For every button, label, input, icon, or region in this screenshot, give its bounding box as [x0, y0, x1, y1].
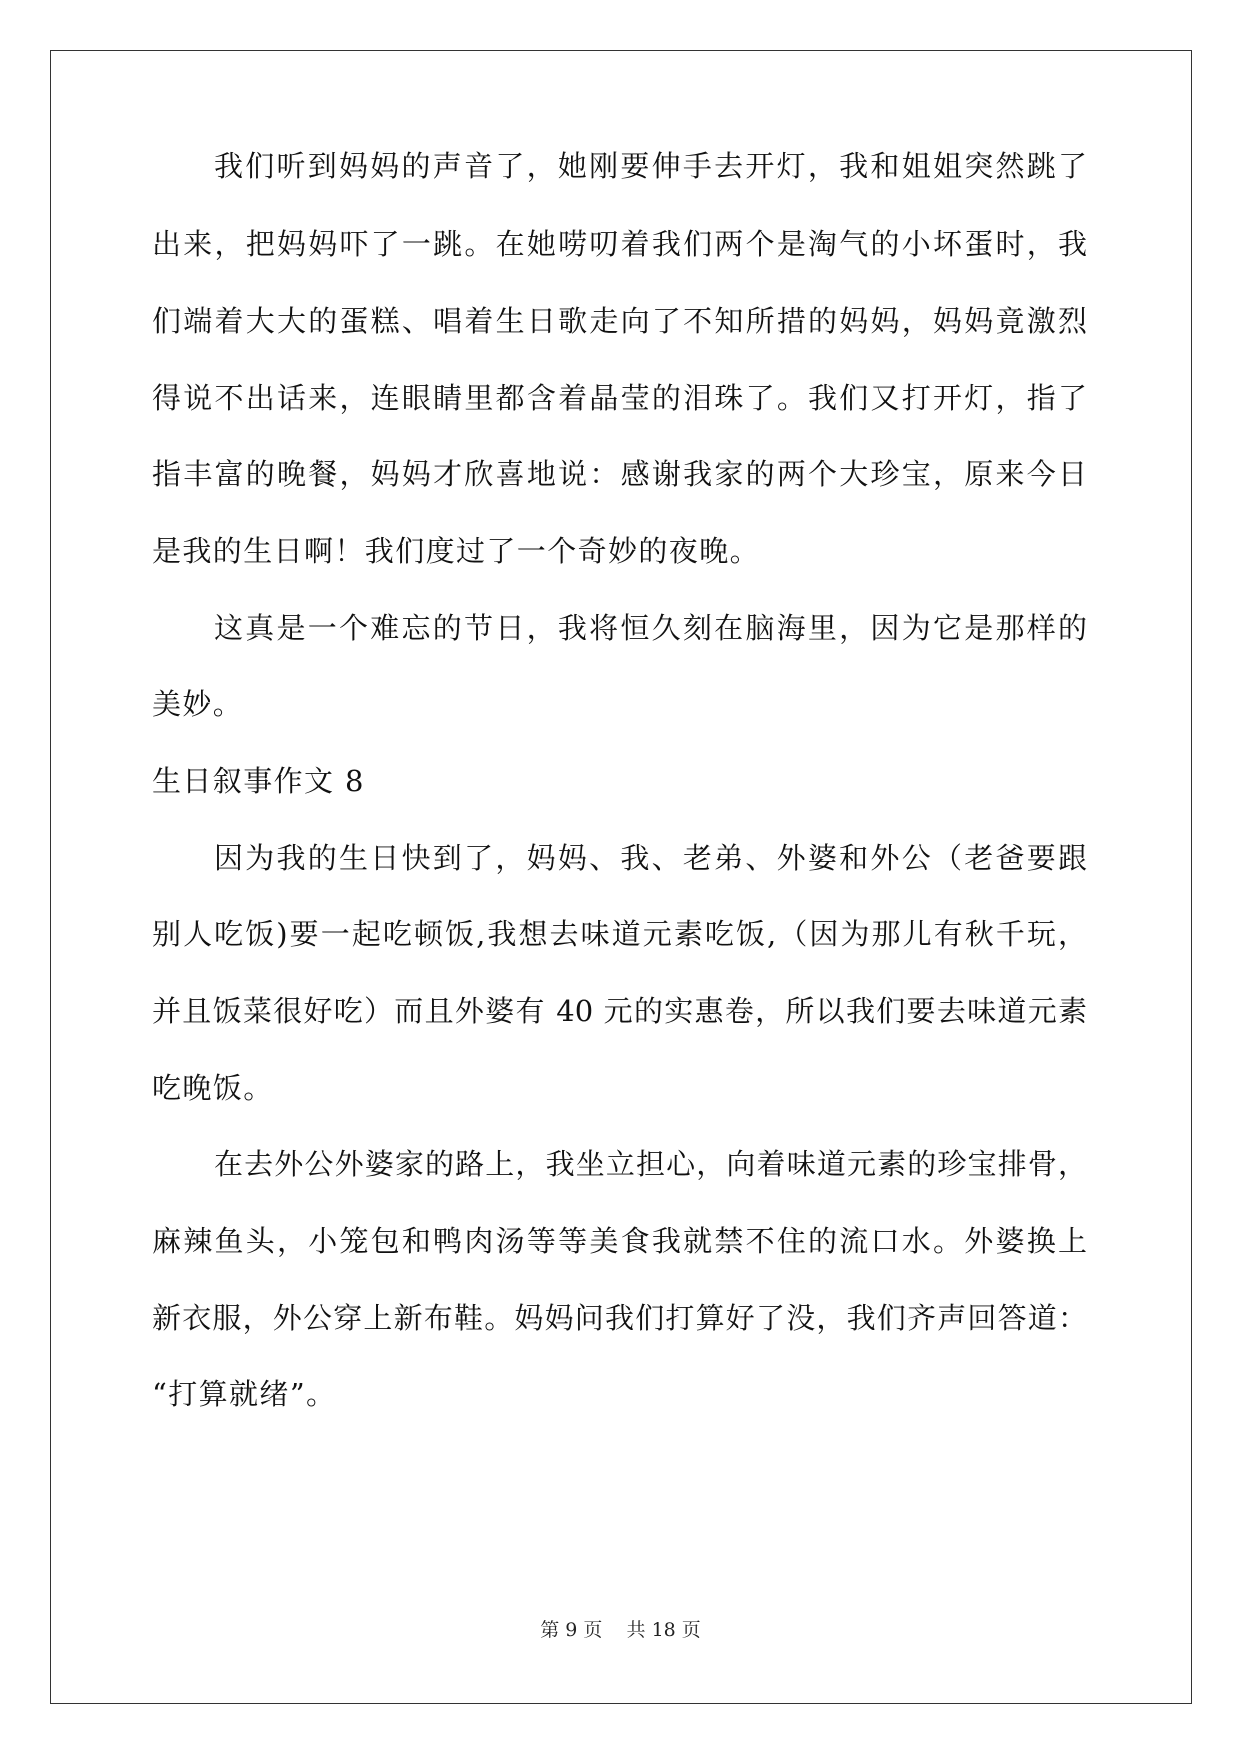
section-heading: 生日叙事作文 8: [152, 764, 365, 798]
paragraph-1-line-1: 我们听到妈妈的声音了，她刚要伸手去开灯，我和姐姐突然跳了: [214, 149, 1087, 183]
paragraph-3-line-2: 别人吃饭)要一起吃顿饭,我想去味道元素吃饭,（因为那儿有秋千玩，: [152, 917, 1087, 951]
page-total: 共 18 页: [626, 1619, 701, 1641]
page-number: 第 9 页: [540, 1619, 603, 1641]
page-footer: [0, 1618, 1241, 1642]
page-border: [50, 50, 1192, 1704]
paragraph-1-line-2: 出来，把妈妈吓了一跳。在她唠叨着我们两个是淘气的小坏蛋时，我: [152, 227, 1087, 261]
paragraph-2-line-1: 这真是一个难忘的节日，我将恒久刻在脑海里，因为它是那样的: [214, 611, 1087, 645]
paragraph-4-line-3: 新衣服，外公穿上新布鞋。妈妈问我们打算好了没，我们齐声回答道：: [152, 1301, 1087, 1335]
paragraph-1-line-6: 是我的生日啊！我们度过了一个奇妙的夜晚。: [152, 534, 761, 568]
paragraph-1-line-5: 指丰富的晚餐，妈妈才欣喜地说：感谢我家的两个大珍宝，原来今日: [152, 457, 1087, 491]
paragraph-2-line-2: 美妙。: [152, 687, 244, 721]
paragraph-4-line-1: 在去外公外婆家的路上，我坐立担心，向着味道元素的珍宝排骨，: [214, 1147, 1087, 1181]
paragraph-3-line-1: 因为我的生日快到了，妈妈、我、老弟、外婆和外公（老爸要跟: [214, 841, 1087, 875]
paragraph-1-line-3: 们端着大大的蛋糕、唱着生日歌走向了不知所措的妈妈，妈妈竟激烈: [152, 304, 1087, 338]
paragraph-1-line-4: 得说不出话来，连眼睛里都含着晶莹的泪珠了。我们又打开灯，指了: [152, 381, 1087, 415]
paragraph-4-line-2: 麻辣鱼头，小笼包和鸭肉汤等等美食我就禁不住的流口水。外婆换上: [152, 1224, 1087, 1258]
paragraph-4-line-4: “打算就绪”。: [152, 1377, 337, 1411]
paragraph-3-line-4: 吃晚饭。: [152, 1071, 274, 1105]
paragraph-3-line-3: 并且饭菜很好吃）而且外婆有 40 元的实惠卷，所以我们要去味道元素: [152, 994, 1087, 1028]
